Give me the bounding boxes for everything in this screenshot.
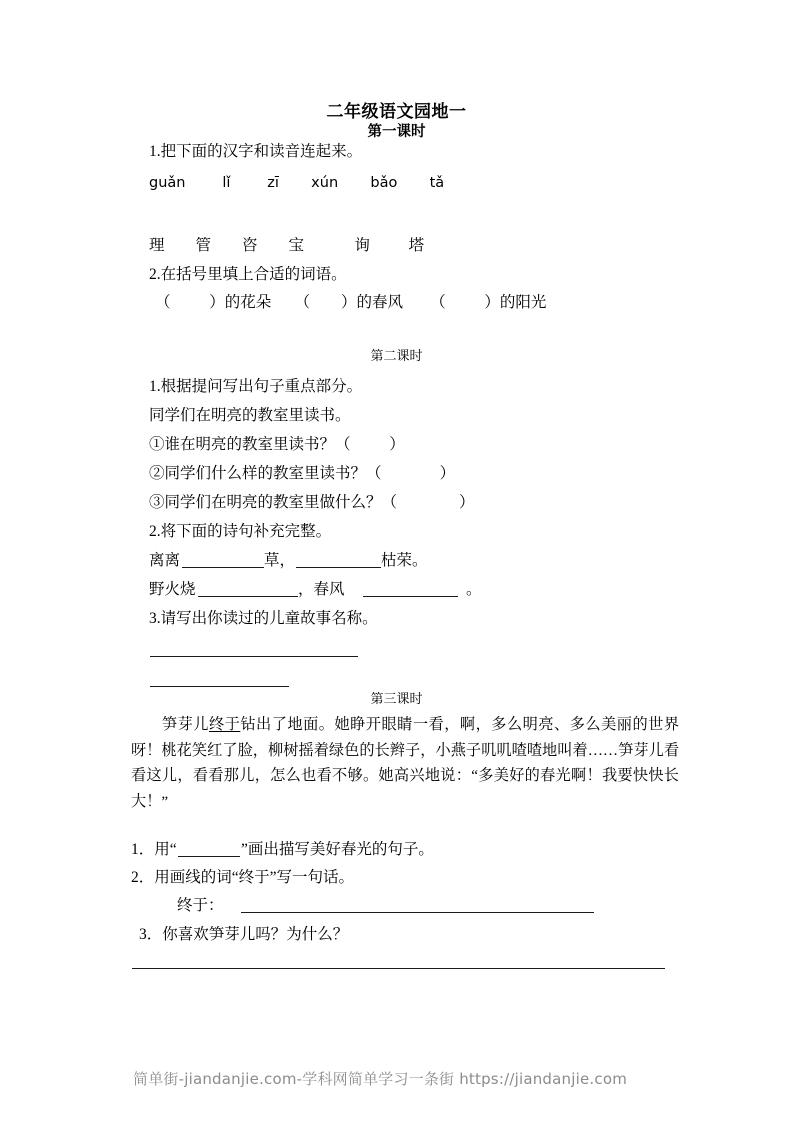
lesson3-question-1-blank[interactable] [178, 856, 240, 857]
lesson2-subquestion-2[interactable]: ②同学们什么样的教室里读书？（ ） [149, 465, 456, 482]
poem-line-1-suffix: 枯荣。 [381, 552, 428, 569]
lesson3-answer-label: 终于： [177, 897, 224, 914]
poem-line-1-middle: 草， [264, 552, 296, 569]
reading-passage [131, 712, 679, 814]
lesson3-question-1-prefix: 1．用“ [131, 841, 177, 858]
poem-line-1-prefix: 离离 [149, 552, 181, 569]
passage-body: 钻出了地面。她睁开眼睛一看，啊，多么明亮、多么美丽的世界呀！桃花笑红了脸，柳树摇着绿色的长辫子，小燕子叽叽喳喳地叫着……笋芽儿看看这儿，看看那儿，怎么也看不够。她高兴地说：“多美好的春光啊！我要快快长大！” [131, 716, 680, 810]
pinyin-row: guǎn lǐ zī xún bǎo tǎ [149, 175, 445, 191]
passage-underlined-word: 终于 [208, 716, 241, 733]
poem-line-2-suffix: 。 [466, 581, 482, 598]
lesson3-answer-line-1[interactable] [241, 912, 594, 913]
lesson3-question-3: 3．你喜欢笋芽儿吗？为什么？ [139, 926, 349, 943]
poem-line-2-blank-2[interactable] [363, 596, 458, 597]
lesson2-answer-line-2[interactable] [150, 686, 289, 687]
lesson1-question-1: 1.把下面的汉字和读音连起来。 [149, 143, 363, 160]
lesson3-answer-line-2[interactable] [132, 968, 665, 969]
lesson2-subquestion-3[interactable]: ③同学们在明亮的教室里做什么？（ ） [149, 494, 475, 511]
lesson2-question-3: 3.请写出你读过的儿童故事名称。 [149, 610, 378, 627]
lesson-3-heading: 第三课时 [370, 691, 423, 706]
lesson2-question-2: 2.将下面的诗句补充完整。 [149, 523, 332, 540]
lesson3-question-2: 2．用画线的词“终于”写一句话。 [131, 869, 355, 886]
lesson3-question-1-suffix: ”画出描写美好春光的句子。 [241, 841, 434, 858]
lesson1-question-2: 2.在括号里填上合适的词语。 [149, 266, 347, 283]
lesson2-answer-line-1[interactable] [150, 656, 358, 657]
poem-line-2-blank-1[interactable] [198, 596, 298, 597]
poem-line-2-middle: ，春风 [298, 581, 345, 598]
poem-line-1-blank-1[interactable] [182, 567, 264, 568]
lesson-2-heading: 第二课时 [370, 348, 423, 363]
lesson2-subquestion-1[interactable]: ①谁在明亮的教室里读书？（ ） [149, 436, 405, 453]
poem-line-1-blank-2[interactable] [296, 567, 381, 568]
footer-watermark: 简单街-jiandanjie.com-学科网简单学习一条街 https://jiandanjie.com [133, 1070, 628, 1088]
passage-prefix: 笋芽儿 [161, 716, 209, 733]
lesson1-question-2-blanks[interactable]: （ ）的花朵 （ ）的春风 （ ）的阳光 [155, 294, 547, 311]
lesson-1-heading: 第一课时 [367, 124, 426, 140]
lesson2-question-1: 1.根据提问写出句子重点部分。 [149, 378, 363, 395]
page-title: 二年级语文园地一 [326, 102, 467, 121]
poem-line-2-prefix: 野火烧 [149, 581, 196, 598]
lesson2-question-1-sentence: 同学们在明亮的教室里读书。 [149, 407, 351, 424]
hanzi-row: 理 管 咨 宝 询 塔 [149, 237, 425, 254]
